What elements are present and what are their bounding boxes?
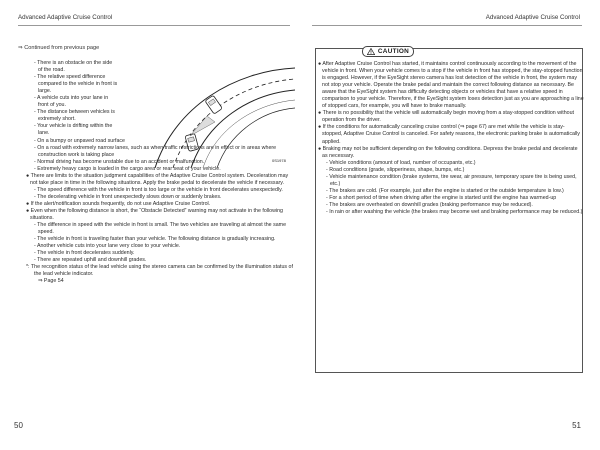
list-item: - Extremely heavy cargo is loaded in the cargo area or rear seat of your vehicle.: [34, 165, 221, 172]
header-title-right: Advanced Adaptive Cruise Control: [485, 14, 580, 21]
list-item: - Another vehicle cuts into your lane very close to your vehicle.: [34, 243, 181, 250]
list-item: - On a road with extremely narrow lanes, such as when traffic restrictions are in effect or in areas where construction work is taking place: [34, 144, 277, 158]
list-item: - The vehicle in front is traveling faster than your vehicle. The following distance is gradually increasing.: [34, 236, 276, 243]
list-item: - There are repeated uphill and downhill grades.: [34, 257, 147, 264]
bullet-paragraph: ● If the alert/notification sounds frequently, do not use Adaptive Cruise Control.: [26, 200, 211, 207]
list-item: - The brakes are overheated on downhill grades (braking performance may be reduced).: [326, 201, 533, 208]
footnote: *: The recognition status of the lead vehicle using the stereo camera can be confirmed by the illumination status of the lead vehicle indicator.: [26, 264, 293, 278]
list-item: - Vehicle conditions (amount of load, number of occupants, etc.): [326, 159, 476, 166]
figure-code: 0S1978: [272, 158, 286, 163]
bullet-paragraph: ● Even when the following distance is short, the “Obstacle Detected” warning may not activate in the following situations.: [26, 207, 283, 222]
list-item: - The decelerating vehicle in front unexpectedly slows down or suddenly brakes.: [34, 193, 222, 200]
warning-triangle-icon: [367, 48, 375, 55]
list-item: - The relative speed difference compared to the vehicle in front is large.: [34, 74, 118, 95]
list-item: - Normal driving has become unstable due to an accident or malfunction.: [34, 158, 205, 165]
list-item: - Your vehicle is drifting within the lane.: [34, 123, 113, 137]
left-column-text: [26, 60, 294, 286]
caution-bullet: ● After Adaptive Cruise Control has started, it maintains control continuously according to the movement of the vehicle in front. When your vehicle comes to a stop if the vehicle in front has stopped, the stay-stopped function is engaged. However, if the EyeSight stereo camera has lost detection of the vehicle in front, the system may not stop your vehicle. Operate the brake pedal and maintain the correct following distance as necessary. Be aware that the EyeSight system has difficulty detecting objects or vehicles that have a relative speed in comparison to your vehicle. Therefore, if the EyeSight system loses detection just as you are approaching a line of stopped cars, for example, you will have to brake manually.: [318, 61, 584, 110]
header-title-left: Advanced Adaptive Cruise Control: [18, 14, 113, 21]
list-item: - Vehicle maintenance condition (brake systems, tire wear, air pressure, temporary spare tire is being used, etc.): [326, 173, 577, 187]
page-number-right: 51: [572, 421, 581, 430]
list-item: - Road conditions (grade, slipperiness, shape, bumps, etc.): [326, 166, 465, 173]
list-item: - The brakes are cold. (For example, just after the engine is started or the outside temperature is low.): [326, 187, 564, 194]
list-item: - On a bumpy or unpaved road surface: [34, 137, 125, 144]
caution-label: CAUTION: [377, 48, 410, 55]
list-item: - In rain or after washing the vehicle (the brakes may become wet and braking performance may be reduced.): [326, 208, 583, 215]
page-reference-link[interactable]: ⇒ Page 54: [38, 278, 64, 285]
page-number-left: 50: [14, 421, 23, 430]
caution-bullet: ● Braking may not be sufficient depending on the following conditions. Depress the brake pedal and decelerate as necessary.: [318, 145, 578, 159]
right-column-text: [318, 61, 584, 216]
list-item: - A vehicle cuts into your lane in front of you.: [34, 95, 109, 109]
narrow-list: [26, 60, 118, 138]
list-item: - There is an obstacle on the side of the road.: [34, 60, 113, 74]
caution-bullet: ● There is no possibility that the vehicle will automatically begin moving from a stay-stopped condition without operation from the driver.: [318, 110, 575, 124]
list-item: - The speed difference with the vehicle in front is too large or the vehicle in front decelerates unexpectedly.: [34, 186, 283, 193]
list-item: - The vehicle in front decelerates suddenly.: [34, 250, 135, 257]
bullet-paragraph: ● There are limits to the situation judgment capabilities of the Adaptive Cruise Control system. Deceleration may not take place in time in the following situations. Apply the brake pedal to decelerate the vehicle if necessary.: [26, 172, 289, 186]
list-item: - For a short period of time when driving after the engine is started until the engine has warmed-up: [326, 194, 557, 201]
list-item: - The difference in speed with the vehicle in front is small. The two vehicles are traveling at almost the same speed.: [34, 222, 287, 236]
list-item: - The distance between vehicles is extremely short.: [34, 109, 115, 123]
header-rule-right: [312, 25, 582, 26]
header-rule-left: [18, 25, 290, 26]
continued-note: ⇒ Continued from previous page: [18, 45, 100, 51]
caution-bullet: ● If the conditions for automatically canceling cruise control (⇒ page 67) are met while the vehicle is stay-stopped, Adaptive Cruise Control is canceled. For safety reasons, the electronic parking brake is automatically applied.: [318, 124, 580, 145]
caution-heading: [362, 46, 414, 57]
